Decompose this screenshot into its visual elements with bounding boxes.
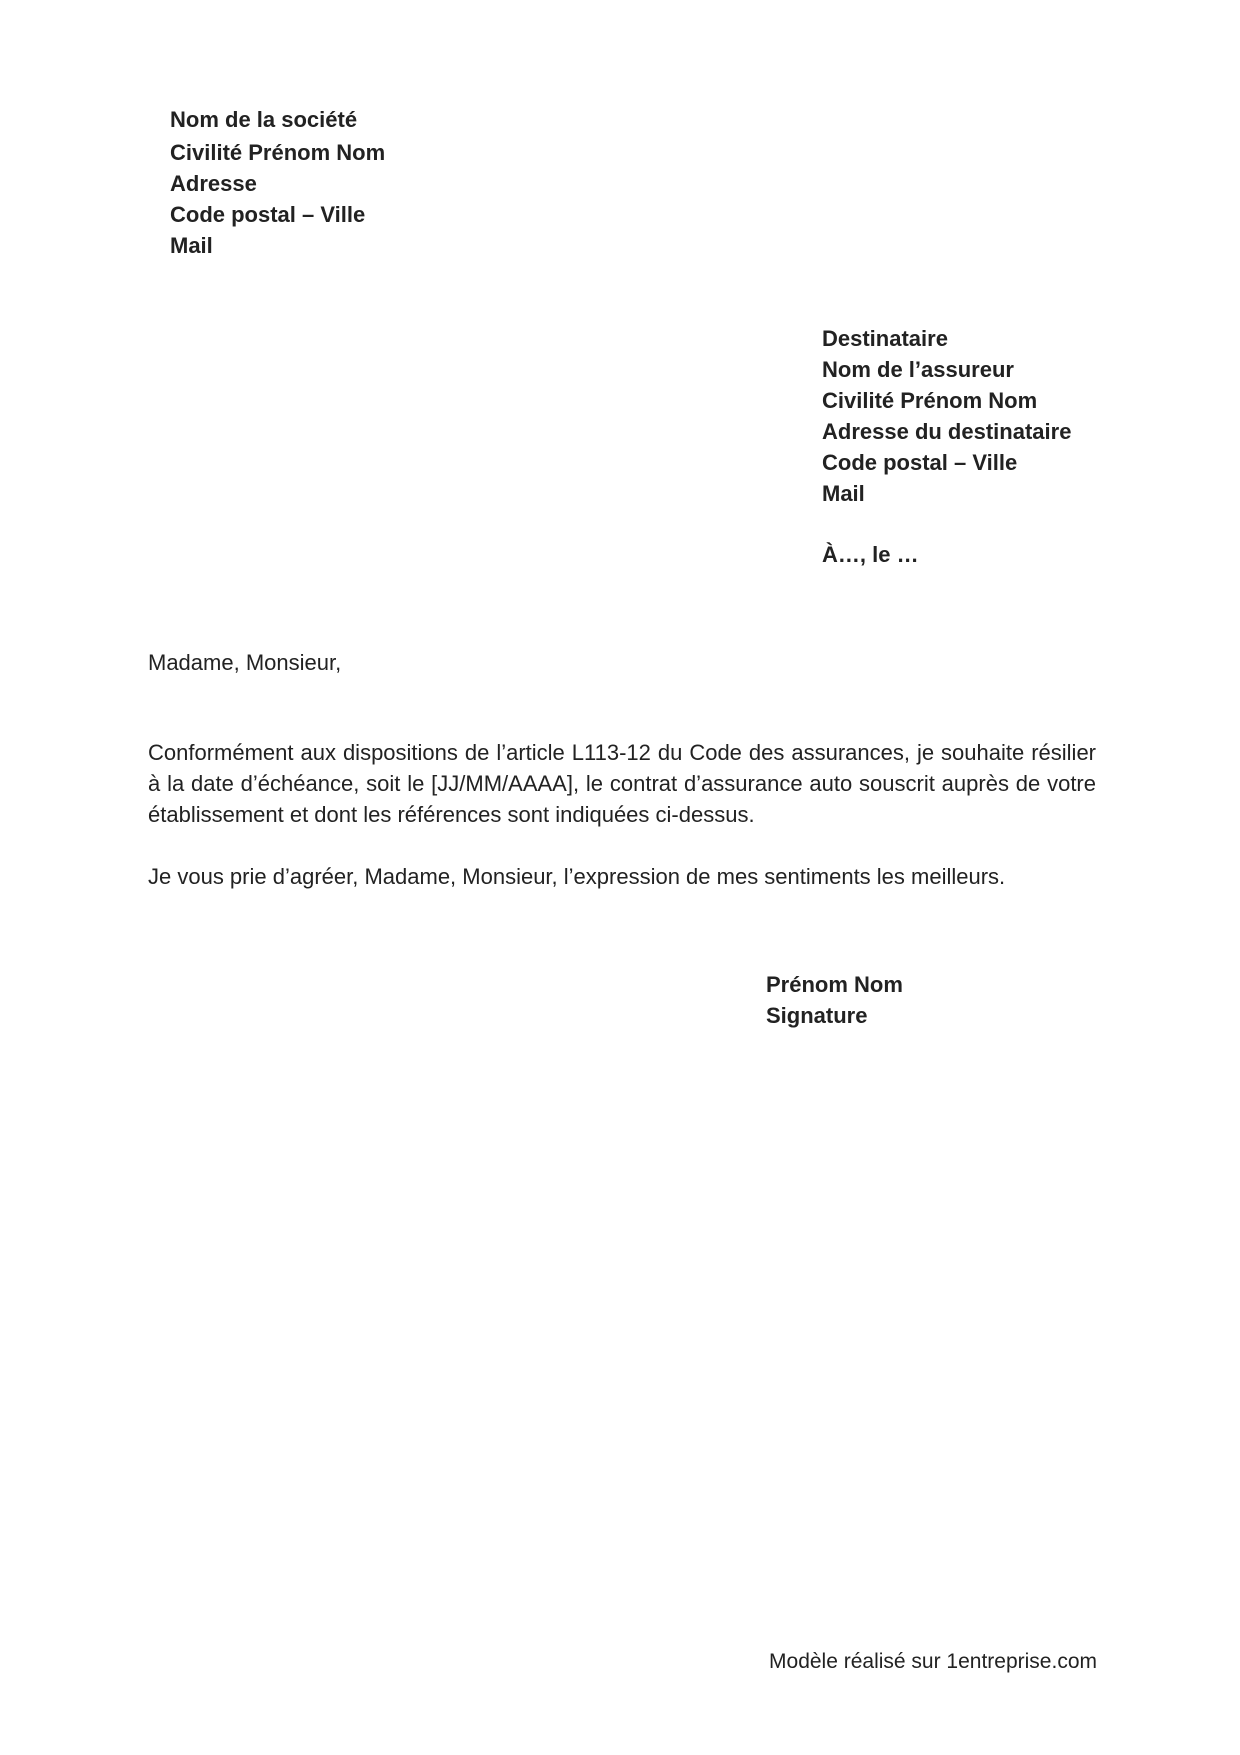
- recipient-mail: Mail: [822, 481, 865, 506]
- sender-city: Code postal – Ville: [170, 202, 366, 227]
- body-paragraph: Conformément aux dispositions de l’article L113-12 du Code des assurances, je souhaite résilier à la date d’échéance, soit le [JJ/MM/AAAA], le contrat d’assurance auto souscrit auprès de votre établissement et dont les références sont indiquées ci-dessus.: [148, 740, 1096, 827]
- sender-name: Civilité Prénom Nom: [170, 140, 386, 165]
- recipient-label: Destinataire: [822, 326, 948, 351]
- recipient-name: Civilité Prénom Nom: [822, 388, 1038, 413]
- signature-name: Prénom Nom: [766, 972, 903, 997]
- salutation: Madame, Monsieur,: [148, 650, 342, 675]
- sender-block: [170, 104, 385, 261]
- place-date: À…, le …: [822, 542, 919, 567]
- signature-block: [766, 969, 903, 1031]
- closing-paragraph: Je vous prie d’agréer, Madame, Monsieur, l’expression de mes sentiments les meilleurs.: [148, 864, 1006, 889]
- letter-body: [148, 737, 1096, 892]
- sender-address: Adresse: [170, 171, 257, 196]
- recipient-city: Code postal – Ville: [822, 450, 1018, 475]
- recipient-address: Adresse du destinataire: [822, 419, 1072, 444]
- sender-mail: Mail: [170, 233, 213, 258]
- footer-credit: Modèle réalisé sur 1entreprise.com: [769, 1650, 1097, 1673]
- signature-label: Signature: [766, 1003, 868, 1028]
- recipient-insurer: Nom de l’assureur: [822, 357, 1014, 382]
- recipient-block: [822, 323, 1071, 509]
- sender-company: Nom de la société: [170, 107, 358, 132]
